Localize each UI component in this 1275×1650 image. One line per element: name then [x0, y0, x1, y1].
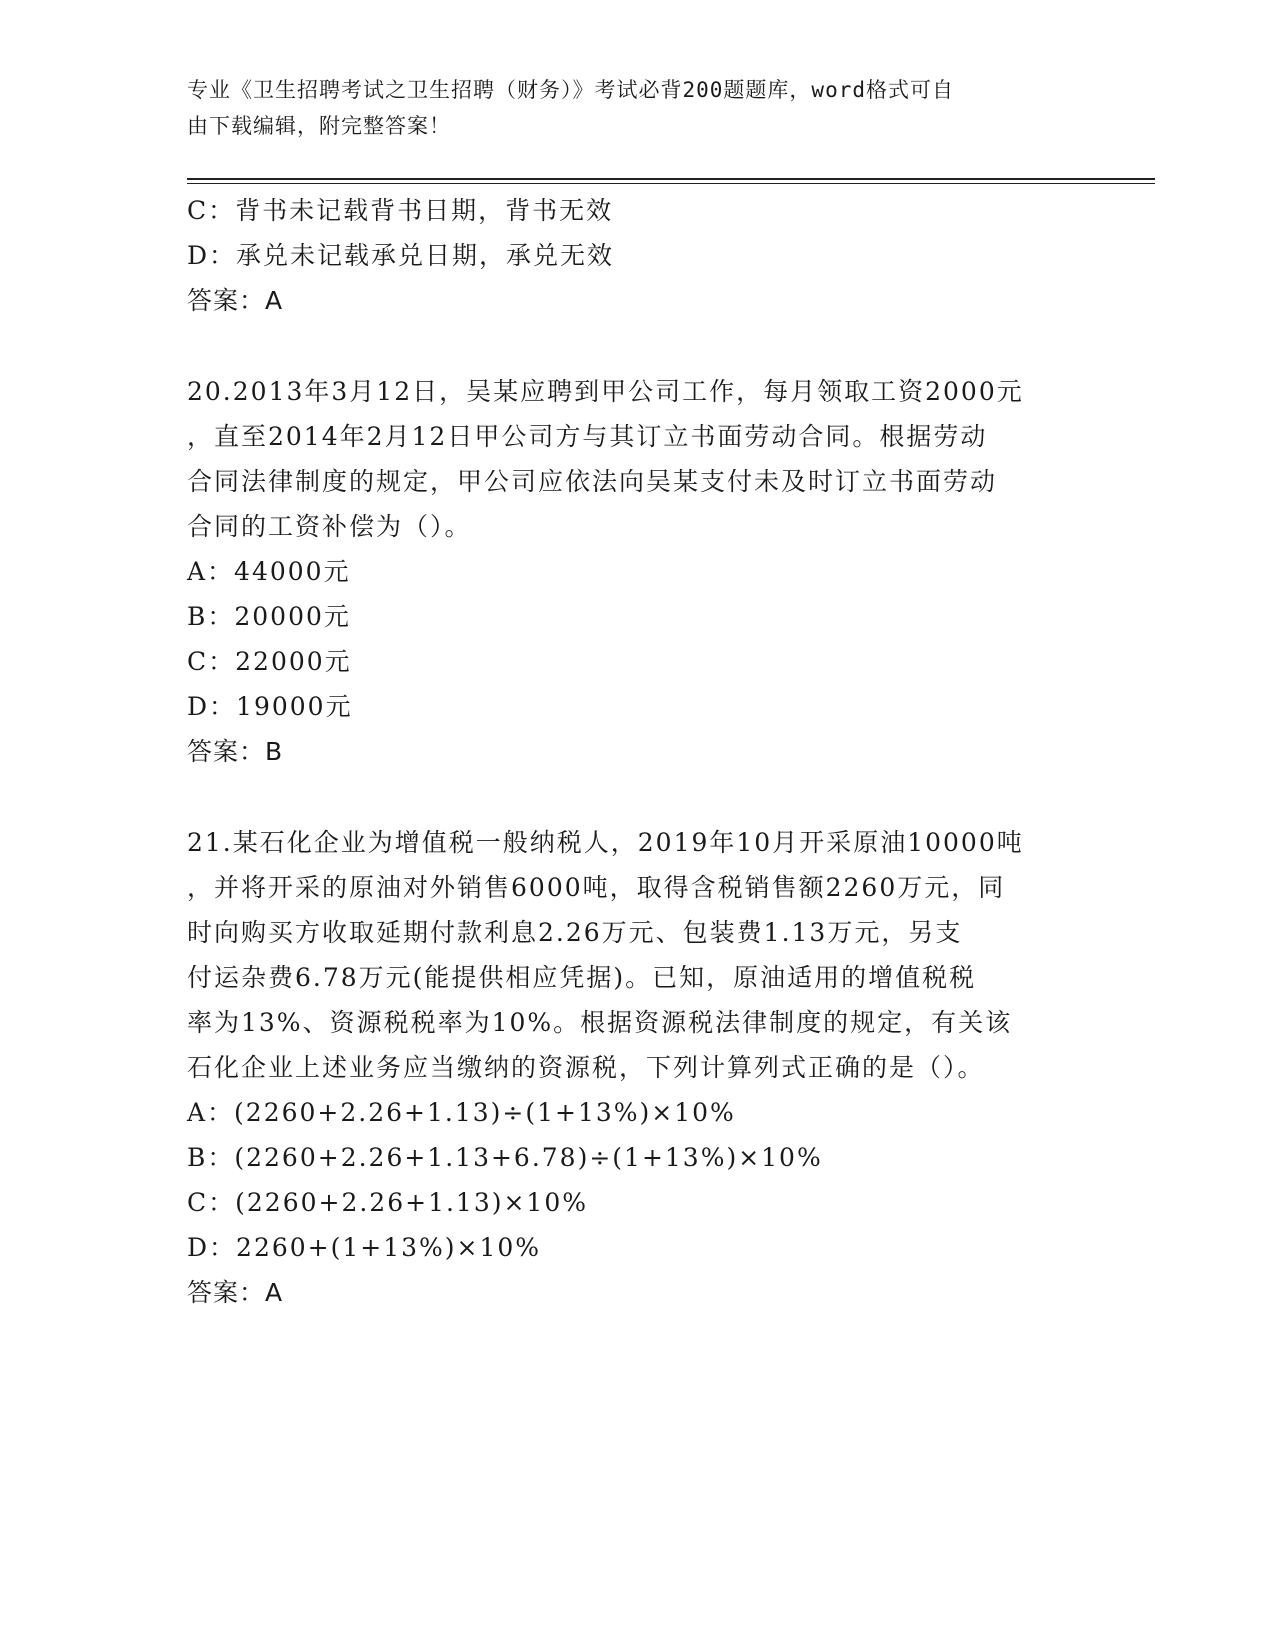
option-d: D：19000元: [187, 692, 353, 721]
option-a: A：44000元: [187, 557, 351, 586]
question-text-line: 石化企业上述业务应当缴纳的资源税，下列计算列式正确的是（）。: [187, 1053, 985, 1082]
header-line-1: 专业《卫生招聘考试之卫生招聘（财务）》考试必背200题题库，word格式可自: [187, 78, 954, 102]
header-rule-thin: [187, 183, 1155, 184]
option-b: B：20000元: [187, 602, 351, 631]
option-c: C：背书未记载背书日期，背书无效: [187, 196, 614, 225]
question-text-line: ，直至2014年2月12日甲公司方与其订立书面劳动合同。根据劳动: [187, 422, 988, 451]
question-text-line: ，并将开采的原油对外销售6000吨，取得含税销售额2260万元，同: [187, 873, 1006, 902]
option-d: D：2260+(1+13%)×10%: [187, 1233, 542, 1262]
option-c: C：22000元: [187, 647, 352, 676]
option-b: B：(2260+2.26+1.13+6.78)÷(1+13%)×10%: [187, 1143, 823, 1172]
answer-line: 答案：A: [187, 1278, 284, 1307]
question-text-line: 合同的工资补偿为（）。: [187, 512, 472, 541]
question-20: [187, 369, 1087, 774]
answer-line: 答案：A: [187, 286, 284, 315]
question-text-line: 合同法律制度的规定，甲公司应依法向吴某支付未及时订立书面劳动: [187, 467, 998, 496]
answer-line: 答案：B: [187, 737, 284, 766]
option-d: D：承兑未记载承兑日期，承兑无效: [187, 241, 615, 270]
document-header: [187, 72, 1077, 144]
question-text-line: 时向购买方收取延期付款利息2.26万元、包装费1.13万元，另支: [187, 918, 963, 947]
header-line-2: 由下载编辑，附完整答案！: [187, 114, 451, 138]
header-rule-thick: [187, 178, 1155, 180]
question-text-line: 21.某石化企业为增值税一般纳税人，2019年10月开采原油10000吨: [187, 828, 1024, 857]
option-c: C：(2260+2.26+1.13)×10%: [187, 1188, 588, 1217]
option-a: A：(2260+2.26+1.13)÷(1+13%)×10%: [187, 1098, 736, 1127]
question-text-line: 率为13%、资源税税率为10%。根据资源税法律制度的规定，有关该: [187, 1008, 1013, 1037]
question-text-line: 付运杂费6.78万元(能提供相应凭据)。已知，原油适用的增值税税: [187, 963, 977, 992]
question-text-line: 20.2013年3月12日，吴某应聘到甲公司工作，每月领取工资2000元: [187, 377, 1024, 406]
previous-question: [187, 188, 1087, 323]
document-body: [187, 188, 1087, 1315]
question-21: [187, 820, 1087, 1315]
